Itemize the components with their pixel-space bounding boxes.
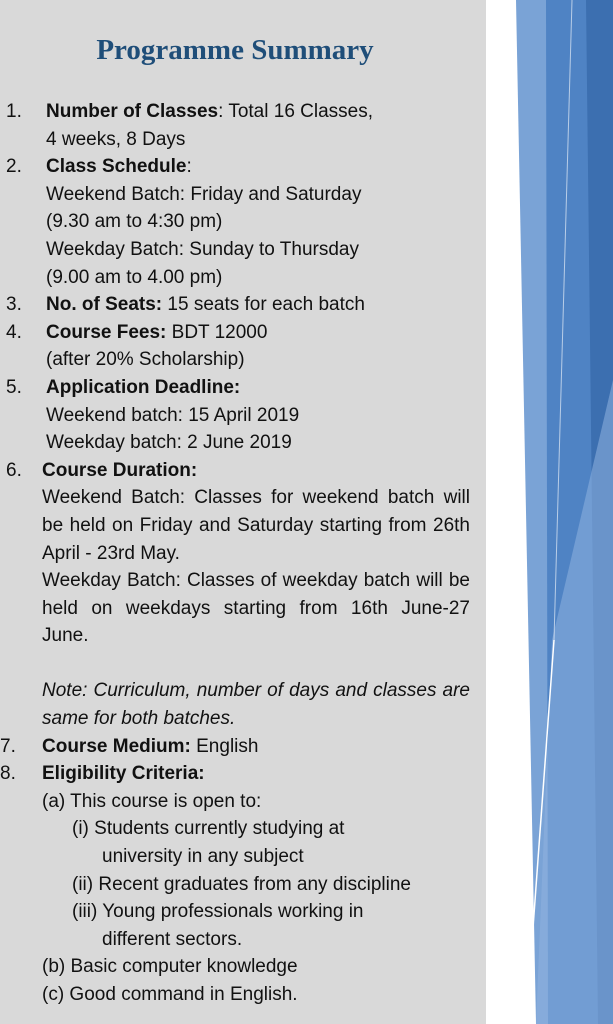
criteria-i: (i) Students currently studying at: [72, 818, 345, 840]
list-item-duration: [0, 457, 480, 733]
item-label: Number of Classes: [46, 101, 219, 122]
criteria-iii: (iii) Young professionals working in: [72, 901, 364, 923]
item-number: 1.: [6, 101, 22, 122]
item-label: Class Schedule: [46, 156, 187, 178]
list-item-eligibility: [0, 760, 480, 1008]
criteria-ii: (ii) Recent graduates from any discipline: [72, 873, 411, 895]
item-note: Note: Curriculum, number of days and classes are same for both batches.: [42, 680, 470, 730]
item-text: (after 20% Scholarship): [46, 349, 245, 371]
item-number: 6.: [6, 459, 22, 481]
item-number: 2.: [6, 156, 22, 178]
item-number: 4.: [6, 321, 22, 343]
item-label: Course Duration:: [42, 459, 198, 481]
page-title: Programme Summary: [96, 34, 374, 66]
item-text: Weekend Batch: Friday and Saturday: [46, 183, 362, 205]
item-paragraph: Weekend Batch: Classes for weekend batch will be held on Friday and Saturday starting from 26th April - 23rd May.: [42, 487, 470, 564]
criteria-c: (c) Good command in English.: [42, 984, 298, 1005]
item-text: Weekend batch: 15 April 2019: [46, 404, 300, 426]
decorative-stripe: [486, 0, 613, 1024]
item-label: Course Fees:: [46, 321, 167, 343]
criteria-iii-cont: different sectors.: [102, 928, 243, 950]
item-label: No. of Seats:: [46, 294, 163, 316]
item-label: Eligibility Criteria:: [42, 763, 205, 785]
item-text: (9.00 am to 4.00 pm): [46, 266, 223, 288]
item-text: (9.30 am to 4:30 pm): [46, 211, 223, 233]
item-text: :: [186, 156, 192, 178]
item-text: : Total 16 Classes,: [218, 101, 374, 122]
item-text: English: [190, 735, 259, 757]
item-number: 7.: [0, 735, 16, 757]
item-label: Course Medium:: [42, 735, 191, 757]
item-number: 3.: [6, 294, 22, 316]
list-item-classes: [0, 98, 480, 153]
criteria-a: (a) This course is open to:: [42, 790, 262, 812]
item-label: Application Deadline:: [46, 376, 241, 398]
item-text: 15 seats for each batch: [162, 294, 365, 316]
list-item-deadline: [0, 374, 480, 457]
item-text: BDT 12000: [166, 321, 268, 343]
spacer: [42, 650, 480, 678]
criteria-i-cont: university in any subject: [102, 846, 304, 868]
item-text: 4 weeks, 8 Days: [46, 128, 186, 150]
item-number: 5.: [6, 376, 22, 398]
item-text: Weekday batch: 2 June 2019: [46, 432, 292, 454]
item-paragraph: Weekday Batch: Classes of weekday batch will be held on weekdays starting from 16th June-27 June.: [42, 570, 470, 647]
list-item-seats: [0, 291, 480, 319]
criteria-b: (b) Basic computer knowledge: [42, 956, 298, 978]
list-item-fees: [0, 319, 480, 374]
list-item-medium: [0, 733, 480, 761]
summary-list: [0, 98, 480, 1009]
list-item-schedule: [0, 153, 480, 291]
item-number: 8.: [0, 763, 16, 785]
item-text: Weekday Batch: Sunday to Thursday: [46, 238, 359, 260]
